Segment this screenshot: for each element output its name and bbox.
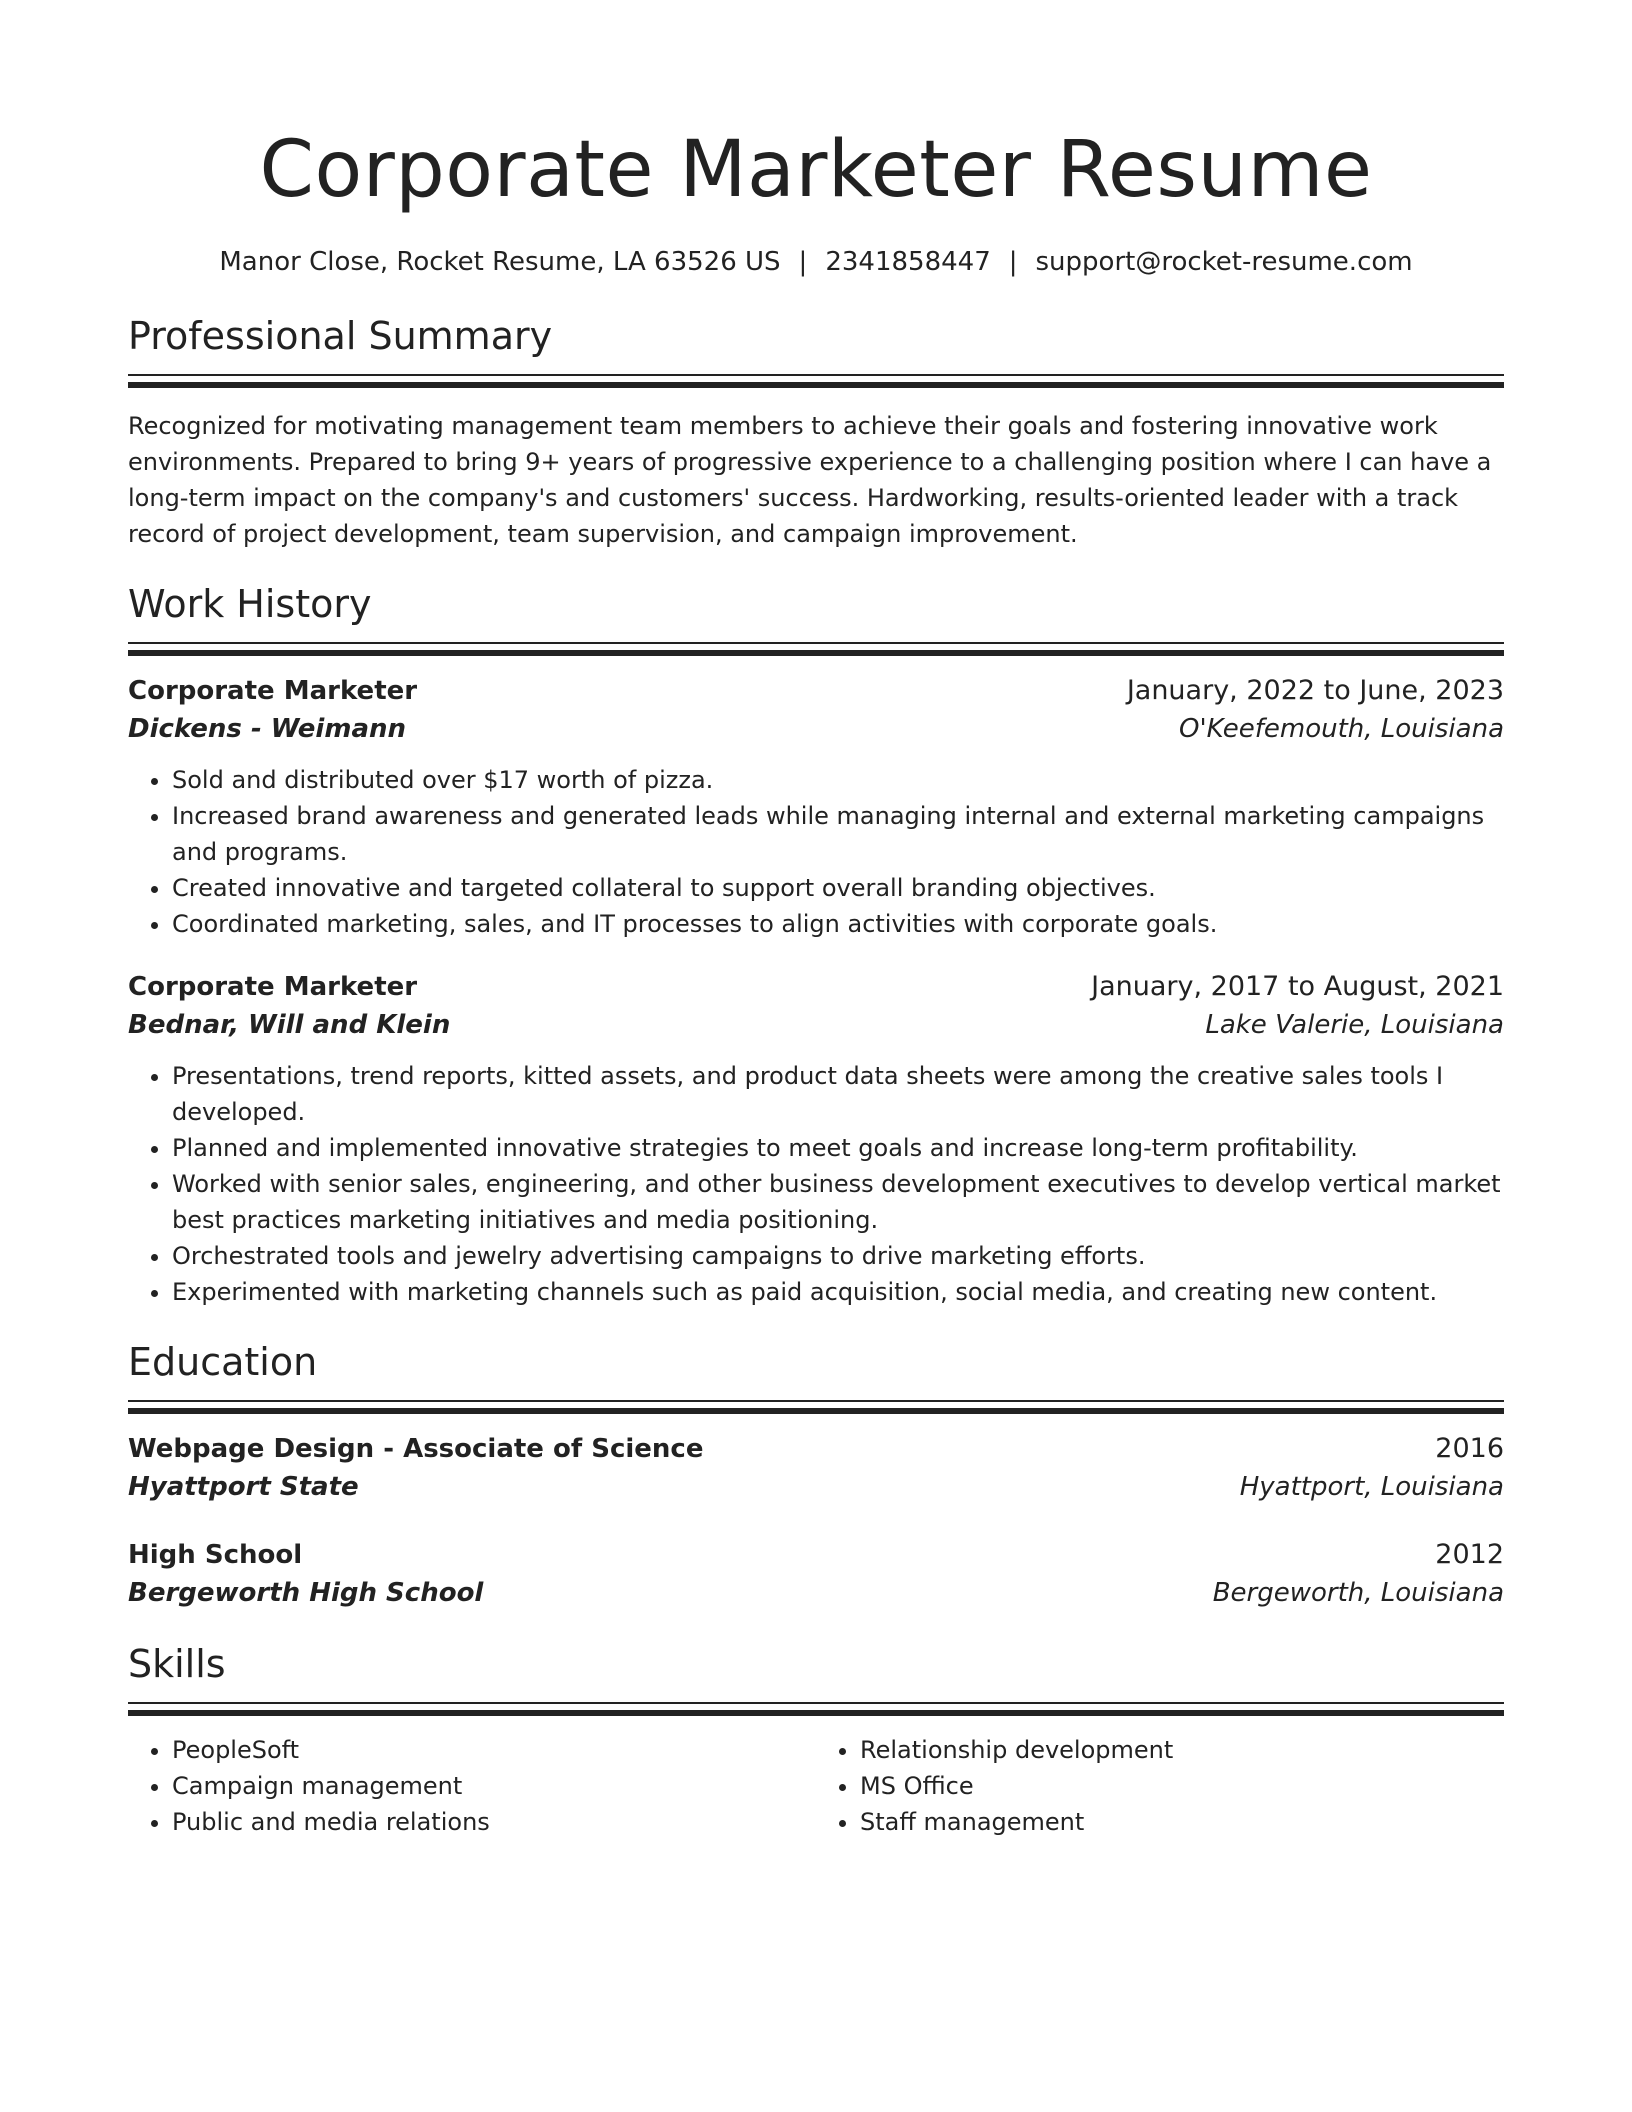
job-title: Corporate Marketer: [128, 972, 418, 1002]
skills-section: [128, 1638, 1504, 1840]
job-header-row: [128, 968, 1504, 1006]
job-location: O'Keefemouth, Louisiana: [1179, 714, 1504, 744]
contact-line: [128, 244, 1504, 280]
skills-list-right: [816, 1732, 1504, 1840]
job-company: Dickens - Weimann: [128, 714, 407, 744]
education-entry: [128, 1536, 1504, 1612]
job-bullet: • Experimented with marketing channels such as paid acquisition, social media, and creating new content.: [172, 1274, 1504, 1310]
job-entry: [128, 672, 1504, 942]
education-header-row: [128, 1430, 1504, 1468]
skill-item: • Staff management: [860, 1804, 1504, 1840]
education-section: [128, 1336, 1504, 1612]
section-title-work-history: Work History: [128, 582, 372, 626]
section-title-education: Education: [128, 1340, 318, 1384]
job-bullet: • Sold and distributed over $17 worth of pizza.: [172, 762, 1504, 798]
job-bullet: • Created innovative and targeted collateral to support overall branding objectives.: [172, 870, 1504, 906]
summary-text: Recognized for motivating management team members to achieve their goals and fostering innovative work environments. Prepared to bring 9+ years of progressive experience to a challenging position where I can have a long-term impact on the company's and customers' success. Hardworking, results-oriented leader with a track record of project development, team supervision, and campaign improvement.: [128, 412, 1492, 548]
contact-separator: |: [1008, 247, 1018, 277]
section-divider-thick: [128, 1408, 1504, 1414]
skill-item: • Public and media relations: [172, 1804, 816, 1840]
job-bullets: [128, 762, 1504, 942]
section-divider-thick: [128, 382, 1504, 388]
education-location: Bergeworth, Louisiana: [1212, 1578, 1504, 1608]
job-title: Corporate Marketer: [128, 676, 418, 706]
job-bullet: • Presentations, trend reports, kitted assets, and product data sheets were among the creative sales tools I developed.: [172, 1058, 1504, 1130]
skill-item: • PeopleSoft: [172, 1732, 816, 1768]
education-location: Hyattport, Louisiana: [1239, 1472, 1504, 1502]
email: support@rocket-resume.com: [1035, 247, 1413, 277]
job-bullets: [128, 1058, 1504, 1310]
job-company-row: [128, 1006, 1504, 1044]
job-header-row: [128, 672, 1504, 710]
education-school-row: [128, 1468, 1504, 1506]
section-title-skills: Skills: [128, 1642, 226, 1686]
job-bullet: • Coordinated marketing, sales, and IT processes to align activities with corporate goals.: [172, 906, 1504, 942]
education-entry: [128, 1430, 1504, 1506]
section-title-summary: Professional Summary: [128, 314, 553, 358]
education-year: 2012: [1435, 1539, 1504, 1570]
job-company: Bednar, Will and Klein: [128, 1010, 451, 1040]
job-dates: January, 2022 to June, 2023: [1126, 675, 1504, 706]
resume-title: Corporate Marketer Resume: [259, 125, 1373, 215]
contact-separator: |: [798, 247, 808, 277]
skills-columns: [128, 1732, 1504, 1840]
section-divider-thick: [128, 1710, 1504, 1716]
address: Manor Close, Rocket Resume, LA 63526 US: [219, 247, 781, 277]
job-dates: January, 2017 to August, 2021: [1091, 971, 1504, 1002]
skill-item: • Relationship development: [860, 1732, 1504, 1768]
section-divider: [128, 1400, 1504, 1402]
job-bullet: • Increased brand awareness and generated leads while managing internal and external marketing campaigns and programs.: [172, 798, 1504, 870]
education-school: Hyattport State: [128, 1472, 359, 1502]
job-entry: [128, 968, 1504, 1310]
job-bullet: • Orchestrated tools and jewelry advertising campaigns to drive marketing efforts.: [172, 1238, 1504, 1274]
education-degree: Webpage Design - Associate of Science: [128, 1434, 704, 1464]
phone: 2341858447: [825, 247, 991, 277]
summary-section: [128, 310, 1504, 552]
skill-item: • Campaign management: [172, 1768, 816, 1804]
section-divider-thick: [128, 650, 1504, 656]
job-location: Lake Valerie, Louisiana: [1205, 1010, 1504, 1040]
skill-item: • MS Office: [860, 1768, 1504, 1804]
section-divider: [128, 1702, 1504, 1704]
education-header-row: [128, 1536, 1504, 1574]
education-year: 2016: [1435, 1433, 1504, 1464]
section-divider: [128, 642, 1504, 644]
education-school-row: [128, 1574, 1504, 1612]
work-history-section: [128, 578, 1504, 1310]
education-school: Bergeworth High School: [128, 1578, 484, 1608]
job-bullet: • Worked with senior sales, engineering, and other business development executives to develop vertical market best practices marketing initiatives and media positioning.: [172, 1166, 1504, 1238]
job-company-row: [128, 710, 1504, 748]
section-divider: [128, 374, 1504, 376]
job-bullet: • Planned and implemented innovative strategies to meet goals and increase long-term profitability.: [172, 1130, 1504, 1166]
skills-list-left: [128, 1732, 816, 1840]
education-degree: High School: [128, 1540, 303, 1570]
